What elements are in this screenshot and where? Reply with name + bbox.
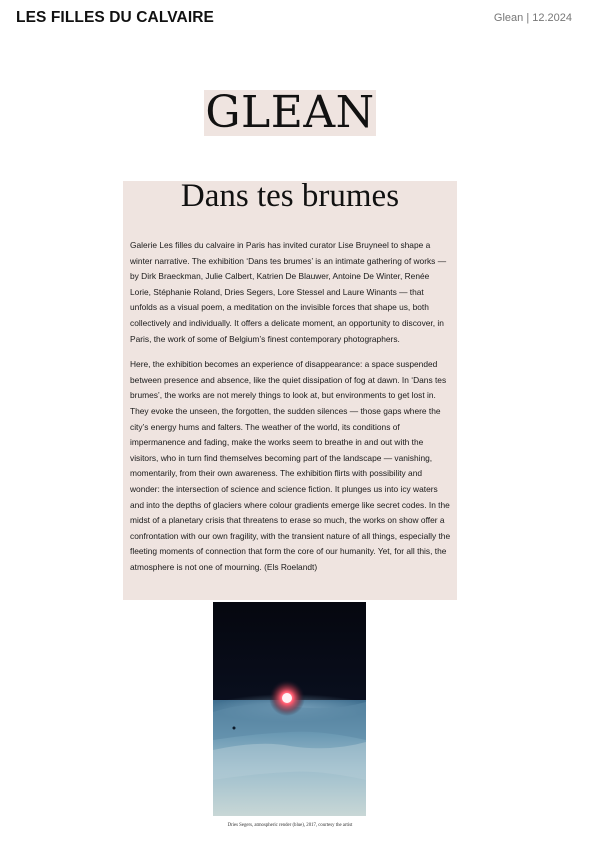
artwork-image <box>210 600 369 818</box>
figure-caption: Dries Segers, atmospheric render (blue), 2017, courtesy the artist <box>227 823 353 828</box>
article-body <box>130 238 452 585</box>
publication-date: Glean | 12.2024 <box>493 12 572 24</box>
gallery-name: LES FILLES DU CALVAIRE <box>16 9 214 26</box>
article-title: Dans tes brumes <box>180 178 400 214</box>
glean-logo: GLEAN <box>205 87 375 138</box>
article-panel <box>123 178 457 600</box>
article-paragraph-2: Here, the exhibition becomes an experience of disappearance: a space suspended between presence and absence, like the quiet dissipation of fog at dawn. In ‘Dans tes brumes’, the works are not merely things to look at, but environments to get lost in. They evoke the unseen, the forgotten, the sudden silences — those gaps where the city’s energy hums and falters. The weather of the world, its conditions of impermanence and fading, make the works seem to breathe in and out with the visitors, who in turn find themselves becoming part of the landscape — vanishing, momentarily, from their own awareness. The exhibition flirts with possibility and wonder: the intersection of science and science fiction. It plunges us into icy waters and into the depths of glaciers where colour gradients emerge like secret codes. In the midst of a planetary crisis that threatens to erase so much, the works on show offer a confrontation with our own fragility, with the transient nature of all things, especially the fleeting moments of connection that form the core of our humanity. Yet, for all this, the atmosphere is not one of mourning. (Els Roelandt) <box>130 359 451 572</box>
artwork-photo <box>210 600 369 818</box>
article-paragraph-1: Galerie Les filles du calvaire in Paris has invited curator Lise Bruyneel to shape a winter narrative. The exhibition ‘Dans tes brumes’ is an intimate gathering of works — by Dirk Braeckman, Julie Calbert, Katrien De Blauwer, Antoine De Winter, Renée Lorie, Stéphanie Roland, Dries Segers, Lore Stessel and Laure Winants — that unfolds as a visual poem, a meditation on the invisible forces that shape us, both collectively and individually. It offers a delicate moment, an opportunity to discover, in Paris, the work of some of Belgium’s finest contemporary photographers. <box>130 240 447 344</box>
